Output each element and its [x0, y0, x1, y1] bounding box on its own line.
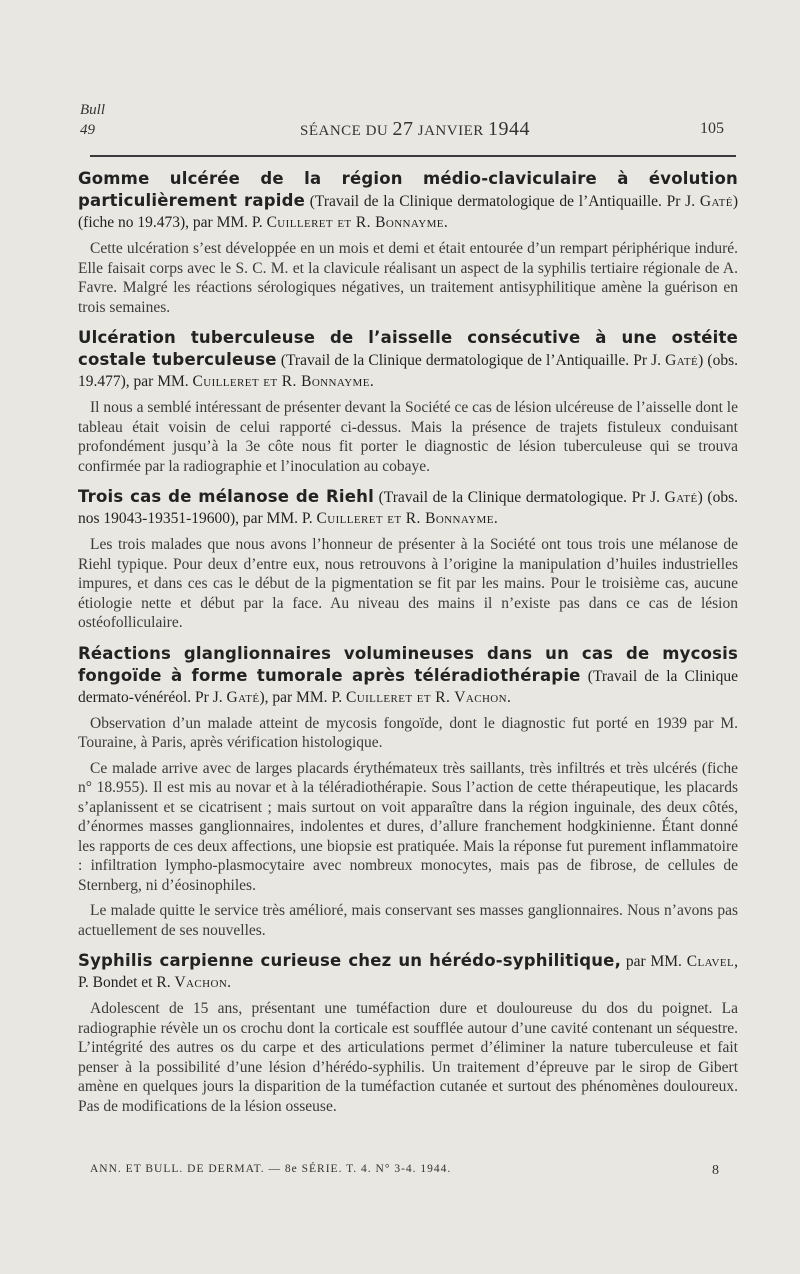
session-day: 27 — [392, 118, 414, 140]
section-authors: Cuilleret et R. Bonnayme. — [266, 214, 449, 231]
credits-tail: ), par MM. P. — [259, 688, 347, 706]
section-heading — [78, 486, 738, 529]
section-authors: Cuilleret et R. Bonnayme. — [316, 510, 499, 527]
section-heading — [78, 168, 738, 233]
section-credits: par MM. — [621, 953, 687, 970]
running-header-left — [80, 100, 105, 140]
section-paragraph: Ce malade arrive avec de larges placards érythémateux très saillants, très infiltrés et très ulcérés (fiche n° 18.955). Il est mis au novar et à la téléradiothérapie. Sous l’action de cette thérapeutique, les placards s’aplanissent et se cicatrisent ; mais surtout on voit apparaître dans la région inguinale, des deux côtés, d’énormes masses ganglionnaires, indolentes et dures, d’allure franchement hodgkinienne. Étant donné les rapports de ces deux affections, une biopsie est pratiquée. Mais la réponse fut purement inflammatoire : infiltration lympho-plasmocytaire avec nombreux monocytes, mais pas de fibrose, de cellules de Sternberg, ni d’éosinophiles. — [78, 759, 738, 894]
section-credits: (Travail de la Clinique dermatologique de l’Antiquaille. Pr J. — [276, 352, 666, 369]
marginal-note: Bull — [80, 102, 105, 118]
communication-section — [78, 950, 738, 1116]
communication-section — [78, 168, 738, 317]
section-authors: Cuilleret et R. Vachon. — [346, 688, 512, 706]
section-title: Trois cas de mélanose de Riehl — [78, 487, 374, 506]
credits-name: Clavel — [686, 953, 735, 970]
section-heading — [78, 950, 738, 993]
section-title: Gomme ulcérée de la région médio-claviculaire à évolution particulièrement rapide — [78, 169, 738, 210]
credits-name: Gaté — [226, 688, 260, 706]
section-paragraph: Le malade quitte le service très amélioré, mais conservant ses masses ganglionnaires. Nous n’avons pas actuellement de ses nouvelles. — [78, 902, 738, 939]
journal-reference: ANN. ET BULL. DE DERMAT. — 8e SÉRIE. T. 4. N° 3-4. 1944. — [90, 1163, 452, 1175]
section-heading — [78, 327, 738, 392]
section-authors: Vachon. — [174, 974, 232, 991]
running-header-title — [300, 118, 530, 141]
credits-tail: , P. Bondet et R. — [78, 953, 738, 991]
volume-number: 49 — [80, 122, 95, 138]
section-credits: (Travail de la Clinique dermatologique. Pr J. — [373, 489, 665, 506]
session-month: JANVIER — [417, 123, 484, 139]
article-body — [78, 168, 738, 1126]
section-credits: (Travail de la Clinique dermatologique de l’Antiquaille. Pr J. — [304, 193, 700, 210]
header-rule — [90, 155, 736, 157]
section-credits: (Travail de la Clinique dermato-vénéréol. Pr J. — [78, 667, 738, 706]
credits-tail: ) (obs. nos 19043-19351-19600), par MM. P. — [78, 489, 738, 527]
credits-name: Gaté — [699, 193, 733, 210]
section-paragraph: Observation d’un malade atteint de mycosis fongoïde, dont le diagnostic fut porté en 1939 par M. Touraine, à Paris, après vérification histologique. — [78, 714, 738, 751]
section-paragraph: Les trois malades que nous avons l’honneur de présenter à la Société ont tous trois une mélanose de Riehl typique. Pour deux d’entre eux, nous retrouvons à l’origine la manipulation d’huiles industrielles impures, et dans ces cas le début de la pigmentation se fit par les mains. Pour le troisième cas, aucune étiologie nette et début par la face. Au niveau des mains il n’existe pas dans ce cas de lésion ostéofolliculaire. — [78, 536, 738, 631]
communication-section — [78, 486, 738, 633]
section-title: Ulcération tuberculeuse de l’aisselle consécutive à une ostéite costale tuberculeuse — [78, 328, 738, 369]
page-footer — [90, 1163, 720, 1178]
communication-section — [78, 327, 738, 476]
page-number: 105 — [700, 120, 724, 137]
session-year: 1944 — [488, 118, 531, 140]
credits-tail: ) (obs. 19.477), par MM. — [78, 352, 738, 390]
credits-name: Gaté — [665, 352, 699, 369]
communication-section — [78, 643, 738, 941]
sheet-number: 8 — [712, 1163, 720, 1178]
section-paragraph: Adolescent de 15 ans, présentant une tuméfaction dure et douloureuse du dos du poignet. La radiographie révèle un os crochu dont la corticale est soufflée autour d’une cavité contenant un séquestre. L’intégrité des autres os du carpe et des articulations permet d’éliminer la nature tuberculeuse et fait penser à la possibilité d’une lésion d’hérédo-syphilis. Un traitement d’épreuve par le sirop de Gibert amène en quelques jours la disparition de la tuméfaction cutanée et surtout des phénomènes douloureux. Pas de modifications de la lésion osseuse. — [78, 1000, 738, 1115]
section-authors: Cuilleret et R. Bonnayme. — [192, 373, 375, 390]
section-heading — [78, 643, 738, 708]
credits-tail: ) (fiche no 19.473), par MM. P. — [78, 193, 738, 231]
section-title: Syphilis carpienne curieuse chez un hérédo-syphilitique, — [78, 951, 622, 970]
section-title: Réactions glanglionnaires volumineuses dans un cas de mycosis fongoïde à forme tumorale après téléradiothérapie — [78, 643, 738, 685]
section-paragraph: Il nous a semblé intéressant de présenter devant la Société ce cas de lésion ulcéreuse de l’aisselle dont le tableau était voisin de celui rapporté ci-dessus. Mais la présence de trajets fistuleux conduisant profondément jusqu’à la 3e côte nous fit porter le diagnostic de lésion tuberculeuse qui se trouva confirmée par la radiographie et l’inoculation au cobaye. — [78, 399, 738, 475]
credits-name: Gaté — [664, 489, 698, 506]
session-label: SÉANCE DU — [300, 123, 389, 139]
section-paragraph: Cette ulcération s’est développée en un mois et demi et était entourée d’un rempart périphérique induré. Elle faisait corps avec le S. C. M. et la clavicule réalisant un aspect de la syphilis tertiaire régionale de A. Favre. Malgré les réactions sérologiques négatives, un traitement antisyphilitique amène la guérison en trois semaines. — [78, 240, 738, 316]
